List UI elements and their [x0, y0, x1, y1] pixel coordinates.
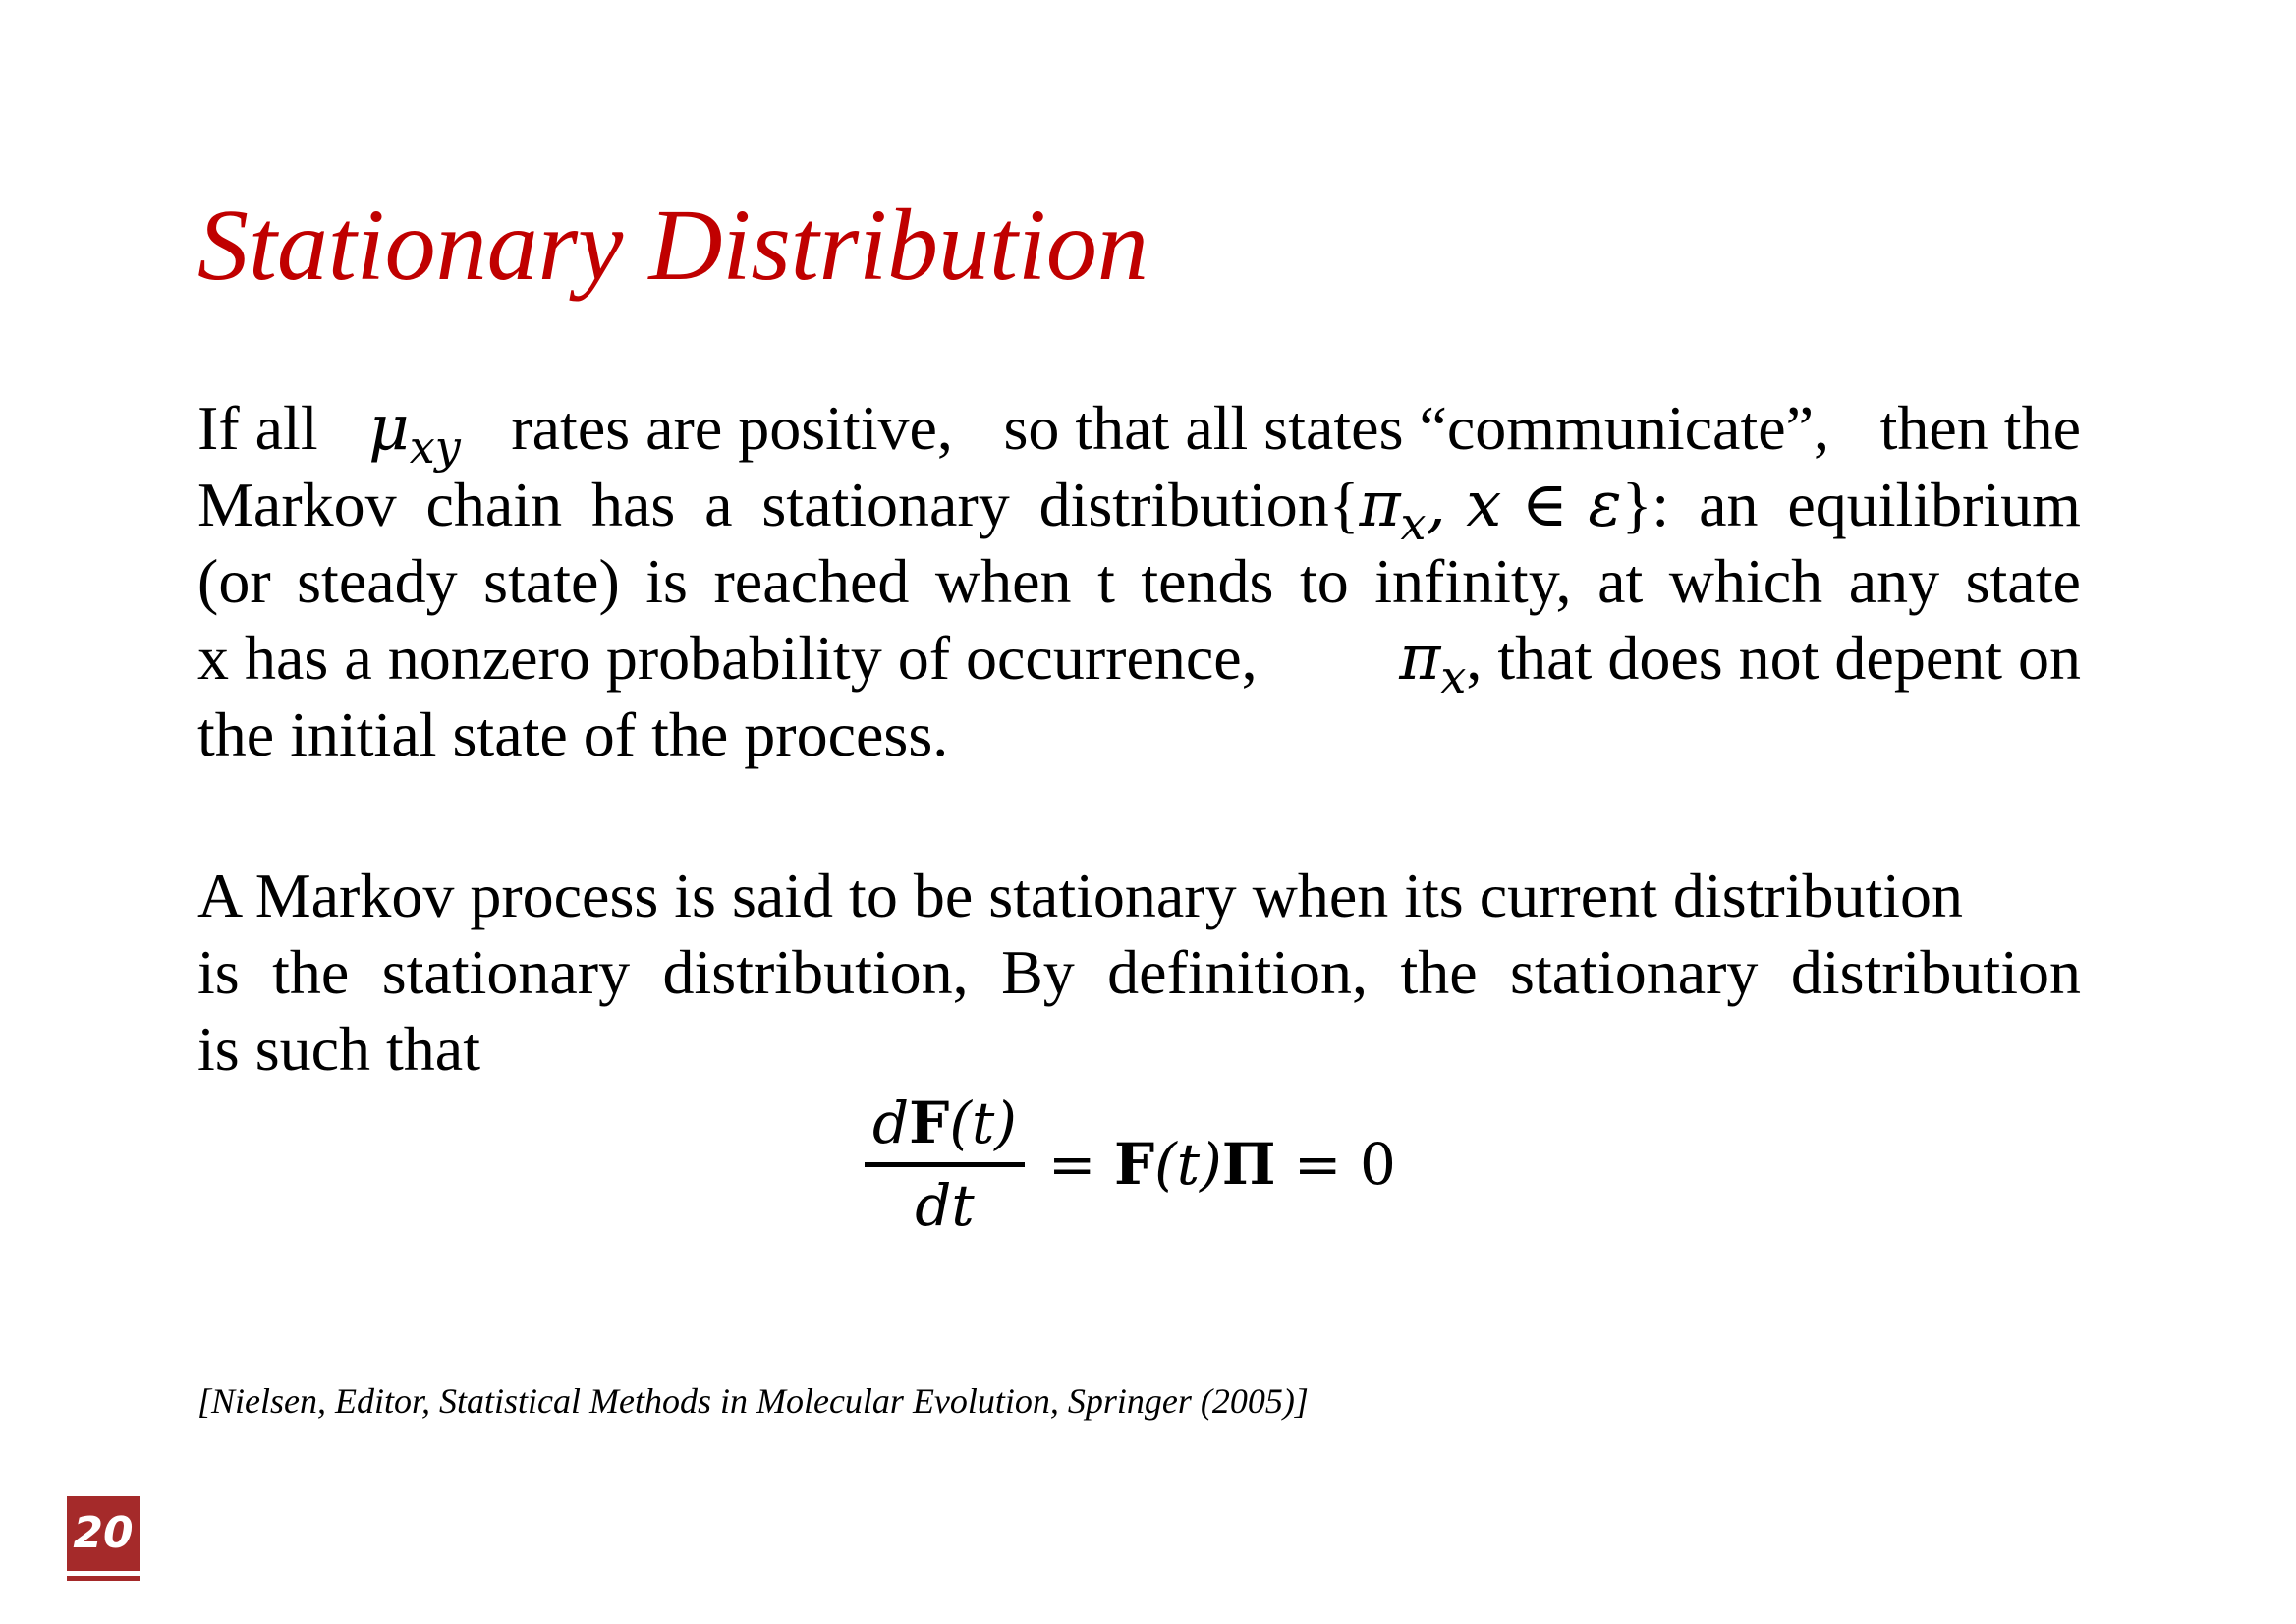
text-span: when: [934, 546, 1072, 616]
text-span: state): [483, 546, 620, 616]
math-pi-x-inline: [1399, 620, 2081, 703]
text-span: is: [645, 546, 688, 616]
text-span: to: [1299, 546, 1349, 616]
text-span: }:: [1621, 470, 1670, 539]
math-subscript: x: [1400, 496, 1427, 550]
math-subscript: xy: [409, 420, 461, 474]
math-symbol: μ: [368, 392, 410, 465]
text-span: , that does not depent on: [1466, 623, 2081, 693]
text-span: the: [272, 937, 350, 1007]
math-symbol: F: [1113, 1131, 1155, 1198]
text-span: an: [1699, 470, 1759, 539]
text-span: has: [590, 470, 676, 539]
math-pi-x: [1399, 622, 1467, 703]
text-span: tends: [1141, 546, 1274, 616]
text-span: is: [197, 937, 240, 1007]
text-span: Markov: [197, 470, 397, 539]
slide-title: Stationary Distribution: [197, 189, 1148, 302]
math-symbol: = 0: [1275, 1131, 1396, 1198]
math-symbol: =: [1047, 1131, 1114, 1198]
text-line: [197, 1011, 2081, 1088]
text-line: [197, 390, 2081, 474]
text-span: (or: [197, 546, 271, 616]
text-span: then the: [1879, 393, 2081, 463]
text-span: stationary: [761, 470, 1010, 539]
text-span: A Markov process is said to be stationary when its current distribution: [197, 861, 1964, 930]
text-span: stationary: [1510, 937, 1759, 1007]
text-line: [197, 620, 2081, 703]
text-span: which: [1668, 546, 1823, 616]
math-symbol: Π: [1221, 1131, 1276, 1198]
math-symbol: (t): [1154, 1131, 1222, 1198]
stationary-equation: [865, 1081, 1396, 1248]
text-span: steady: [297, 546, 458, 616]
paragraph-stationary-process: [197, 858, 2081, 1088]
math-subscript: x: [1440, 649, 1467, 703]
text-line: [197, 697, 2081, 773]
math-symbol: d: [872, 1089, 910, 1156]
equation-rhs: [1048, 1131, 1396, 1198]
equation-fraction: [865, 1091, 1025, 1238]
text-span: rates are positive,: [511, 393, 953, 463]
text-span: any: [1848, 546, 1940, 616]
text-span: t: [1097, 546, 1115, 616]
text-span: so that all states “communicate”,: [1003, 393, 1830, 463]
text-span: reached: [713, 546, 910, 616]
text-span: the: [1400, 937, 1478, 1007]
text-span: distribution: [1790, 937, 2081, 1007]
text-span: distribution{: [1038, 470, 1360, 539]
text-span: state: [1965, 546, 2081, 616]
math-symbol: (t): [949, 1089, 1017, 1156]
text-span: equilibrium: [1787, 470, 2081, 539]
math-symbol: ∈: [1501, 469, 1589, 541]
text-span: stationary: [381, 937, 631, 1007]
math-set-expression: [1038, 467, 1670, 550]
text-line: [197, 934, 2081, 1011]
fraction-numerator: [865, 1091, 1025, 1167]
math-symbol: ε: [1588, 469, 1622, 541]
text-span: distribution,: [662, 937, 969, 1007]
math-symbol: π: [1359, 469, 1401, 541]
math-symbol: F: [909, 1089, 950, 1156]
math-symbol: , x: [1426, 469, 1502, 541]
math-symbol: π: [1399, 622, 1441, 695]
text-span: If all: [197, 393, 318, 463]
text-span: By: [1001, 937, 1075, 1007]
text-span: a: [704, 470, 733, 539]
text-span: the initial state of the process.: [197, 700, 949, 769]
page-number-badge: 20: [67, 1496, 140, 1576]
math-mu-xy: [368, 390, 461, 474]
math-pi-x: [1359, 469, 1622, 550]
text-line: [197, 467, 2081, 550]
citation: [Nielsen, Editor, Statistical Methods in Molecular Evolution, Springer (2005)]: [197, 1381, 1309, 1421]
text-line: [197, 858, 2081, 934]
fraction-denominator: dt: [915, 1171, 975, 1239]
text-span: definition,: [1107, 937, 1369, 1007]
text-span: x has a nonzero probability of occurrence,: [197, 623, 1258, 693]
text-line: [197, 543, 2081, 620]
text-span: infinity,: [1374, 546, 1572, 616]
paragraph-stationary-definition: [197, 390, 2081, 773]
text-span: at: [1597, 546, 1644, 616]
text-span: chain: [425, 470, 563, 539]
text-span: is such that: [197, 1014, 480, 1084]
